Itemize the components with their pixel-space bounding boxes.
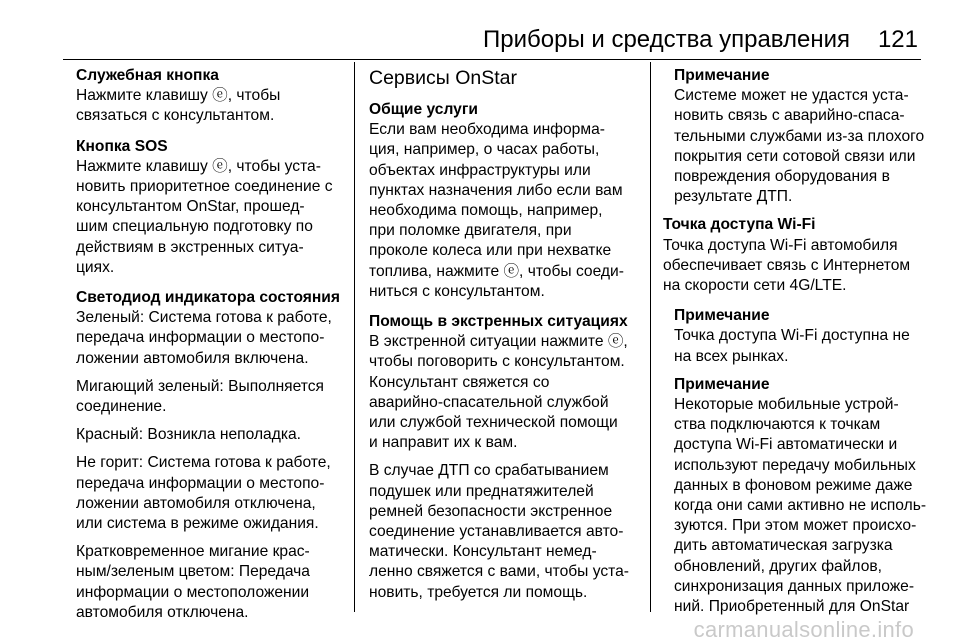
- text-line: передача информации о местопо-: [76, 474, 325, 492]
- text-line: данных в фоновом режиме даже: [674, 476, 913, 494]
- text-line: соединение устанавливается авто-: [369, 523, 624, 541]
- text-line: проколе колеса или при нехватке: [369, 242, 612, 260]
- text-line: Если вам необходима информа-: [369, 121, 605, 139]
- emergency-help-heading: Помощь в экстренных ситуациях: [369, 313, 628, 331]
- text-line: объектах инфраструктуры или: [369, 161, 591, 179]
- text-line: соединение.: [76, 398, 167, 416]
- text-line: Не горит: Система готова к работе,: [76, 454, 331, 472]
- text-line: подушек или преднатяжителей: [369, 482, 594, 500]
- note-heading: Примечание: [674, 307, 770, 325]
- text-line: ниться с консультантом.: [369, 282, 545, 300]
- text-line: циях.: [76, 258, 115, 276]
- page-header: [0, 0, 960, 58]
- text-line: ным/зеленым цветом: Передача: [76, 563, 310, 581]
- text-line: аварийно-спасательной службой: [369, 393, 609, 411]
- column-divider-2: [650, 62, 651, 612]
- text-line: тельными службами из-за плохого: [674, 127, 925, 145]
- text-line: В экстренной ситуации нажмите ⓔ,: [369, 333, 628, 351]
- service-button-heading: Служебная кнопка: [76, 67, 219, 84]
- text-line: необходима помощь, например,: [369, 202, 603, 220]
- text-line: при поломке двигателя, при: [369, 222, 572, 240]
- wifi-hotspot-block: [663, 215, 933, 296]
- text-line: когда они сами активно не исполь-: [674, 497, 927, 515]
- text-line: передача информации о местопо-: [76, 329, 325, 347]
- onstar-services-heading: Сервисы OnStar: [369, 67, 517, 89]
- general-services-heading: Общие услуги: [369, 101, 478, 118]
- text-line: синхронизация данных приложе-: [674, 577, 915, 595]
- note-block-1: [663, 66, 933, 207]
- text-line: автомобиля отключена.: [76, 603, 249, 621]
- text-line: Точка доступа Wi-Fi автомобиля: [663, 236, 898, 254]
- text-line: ленно свяжется с вами, чтобы уста-: [369, 563, 629, 581]
- text-line: Нажмите клавишу ⓔ, чтобы уста-: [76, 157, 321, 175]
- text-line: повреждения оборудования в: [674, 168, 890, 186]
- text-line: В случае ДТП со срабатыванием: [369, 462, 609, 480]
- text-line: или система в режиме ожидания.: [76, 515, 319, 533]
- text-line: зуются. При этом может происхо-: [674, 517, 917, 535]
- text-line: ложении автомобиля включена.: [76, 349, 309, 367]
- page-number: 121: [877, 26, 918, 53]
- text-line: Кратковременное мигание крас-: [76, 543, 310, 561]
- page-title: Приборы и средства управления: [483, 26, 850, 53]
- text-line: информации о местоположении: [76, 583, 310, 601]
- text-line: Точка доступа Wi-Fi доступна не: [674, 327, 910, 345]
- text-line: шим специальную подготовку по: [76, 218, 313, 236]
- text-line: новить приоритетное соединение с: [76, 178, 333, 196]
- text-line: топлива, нажмите ⓔ, чтобы соеди-: [369, 262, 624, 280]
- text-line: Консультант свяжется со: [369, 373, 550, 391]
- text-line: консультантом OnStar, прошед-: [76, 198, 305, 216]
- note-heading: Примечание: [674, 67, 770, 84]
- text-line: чтобы поговорить с консультантом.: [369, 353, 625, 371]
- text-line: результате ДТП.: [674, 188, 793, 206]
- text-line: Красный: Возникла неполадка.: [76, 426, 301, 444]
- text-line: Нажмите клавишу ⓔ, чтобы: [76, 87, 281, 105]
- column-divider-1: [354, 62, 355, 612]
- watermark: carmanualsonline.info: [693, 617, 914, 642]
- text-line: ний. Приобретенный для OnStar: [674, 598, 910, 616]
- sos-button-block: [76, 137, 348, 278]
- text-line: и направит их к вам.: [369, 434, 518, 452]
- text-line: Зеленый: Система готова к работе,: [76, 309, 332, 327]
- text-line: ция, например, о часах работы,: [369, 141, 600, 159]
- text-line: связаться с консультантом.: [76, 107, 275, 125]
- text-line: новить связь с аварийно-спаса-: [674, 107, 905, 125]
- text-line: ложении автомобиля отключена,: [76, 494, 316, 512]
- service-button-block: [76, 66, 348, 127]
- column-left: [76, 66, 348, 633]
- emergency-help-block: [369, 312, 639, 603]
- text-line: дить автоматическая загрузка: [674, 537, 893, 555]
- wifi-hotspot-heading: Точка доступа Wi-Fi: [663, 216, 816, 234]
- text-line: на всех рынках.: [674, 347, 789, 365]
- text-line: или службой технической помощи: [369, 414, 618, 432]
- text-line: пунктах назначения либо если вам: [369, 181, 623, 199]
- text-line: матически. Консультант немед-: [369, 543, 597, 561]
- text-line: обновлений, других файлов,: [674, 557, 882, 575]
- text-line: используют передачу мобильных: [674, 456, 916, 474]
- text-line: Мигающий зеленый: Выполняется: [76, 377, 324, 395]
- text-line: действиям в экстренных ситуа-: [76, 238, 304, 256]
- page-footer: [0, 617, 960, 642]
- text-line: ства подключаются к точкам: [674, 416, 881, 434]
- text-line: доступа Wi-Fi автоматически и: [674, 436, 898, 454]
- text-line: ремней безопасности экстренное: [369, 502, 613, 520]
- note-heading: Примечание: [674, 375, 770, 393]
- note-block-2: [663, 306, 933, 367]
- header-rule: [63, 59, 921, 60]
- column-right: [663, 66, 933, 625]
- text-line: обеспечивает связь с Интернетом: [663, 256, 911, 274]
- status-led-heading: Светодиод индикатора состояния: [76, 289, 340, 307]
- text-line: покрытия сети сотовой связи или: [674, 147, 916, 165]
- column-middle: [369, 66, 639, 613]
- general-services-block: [369, 100, 639, 302]
- status-led-block: [76, 288, 348, 623]
- text-line: новить, требуется ли помощь.: [369, 583, 588, 601]
- text-line: Некоторые мобильные устрой-: [674, 396, 899, 414]
- note-block-3: [663, 375, 933, 617]
- text-line: Системе может не удастся уста-: [674, 87, 909, 105]
- sos-button-heading: Кнопка SOS: [76, 137, 168, 155]
- text-line: на скорости сети 4G/LTE.: [663, 277, 847, 295]
